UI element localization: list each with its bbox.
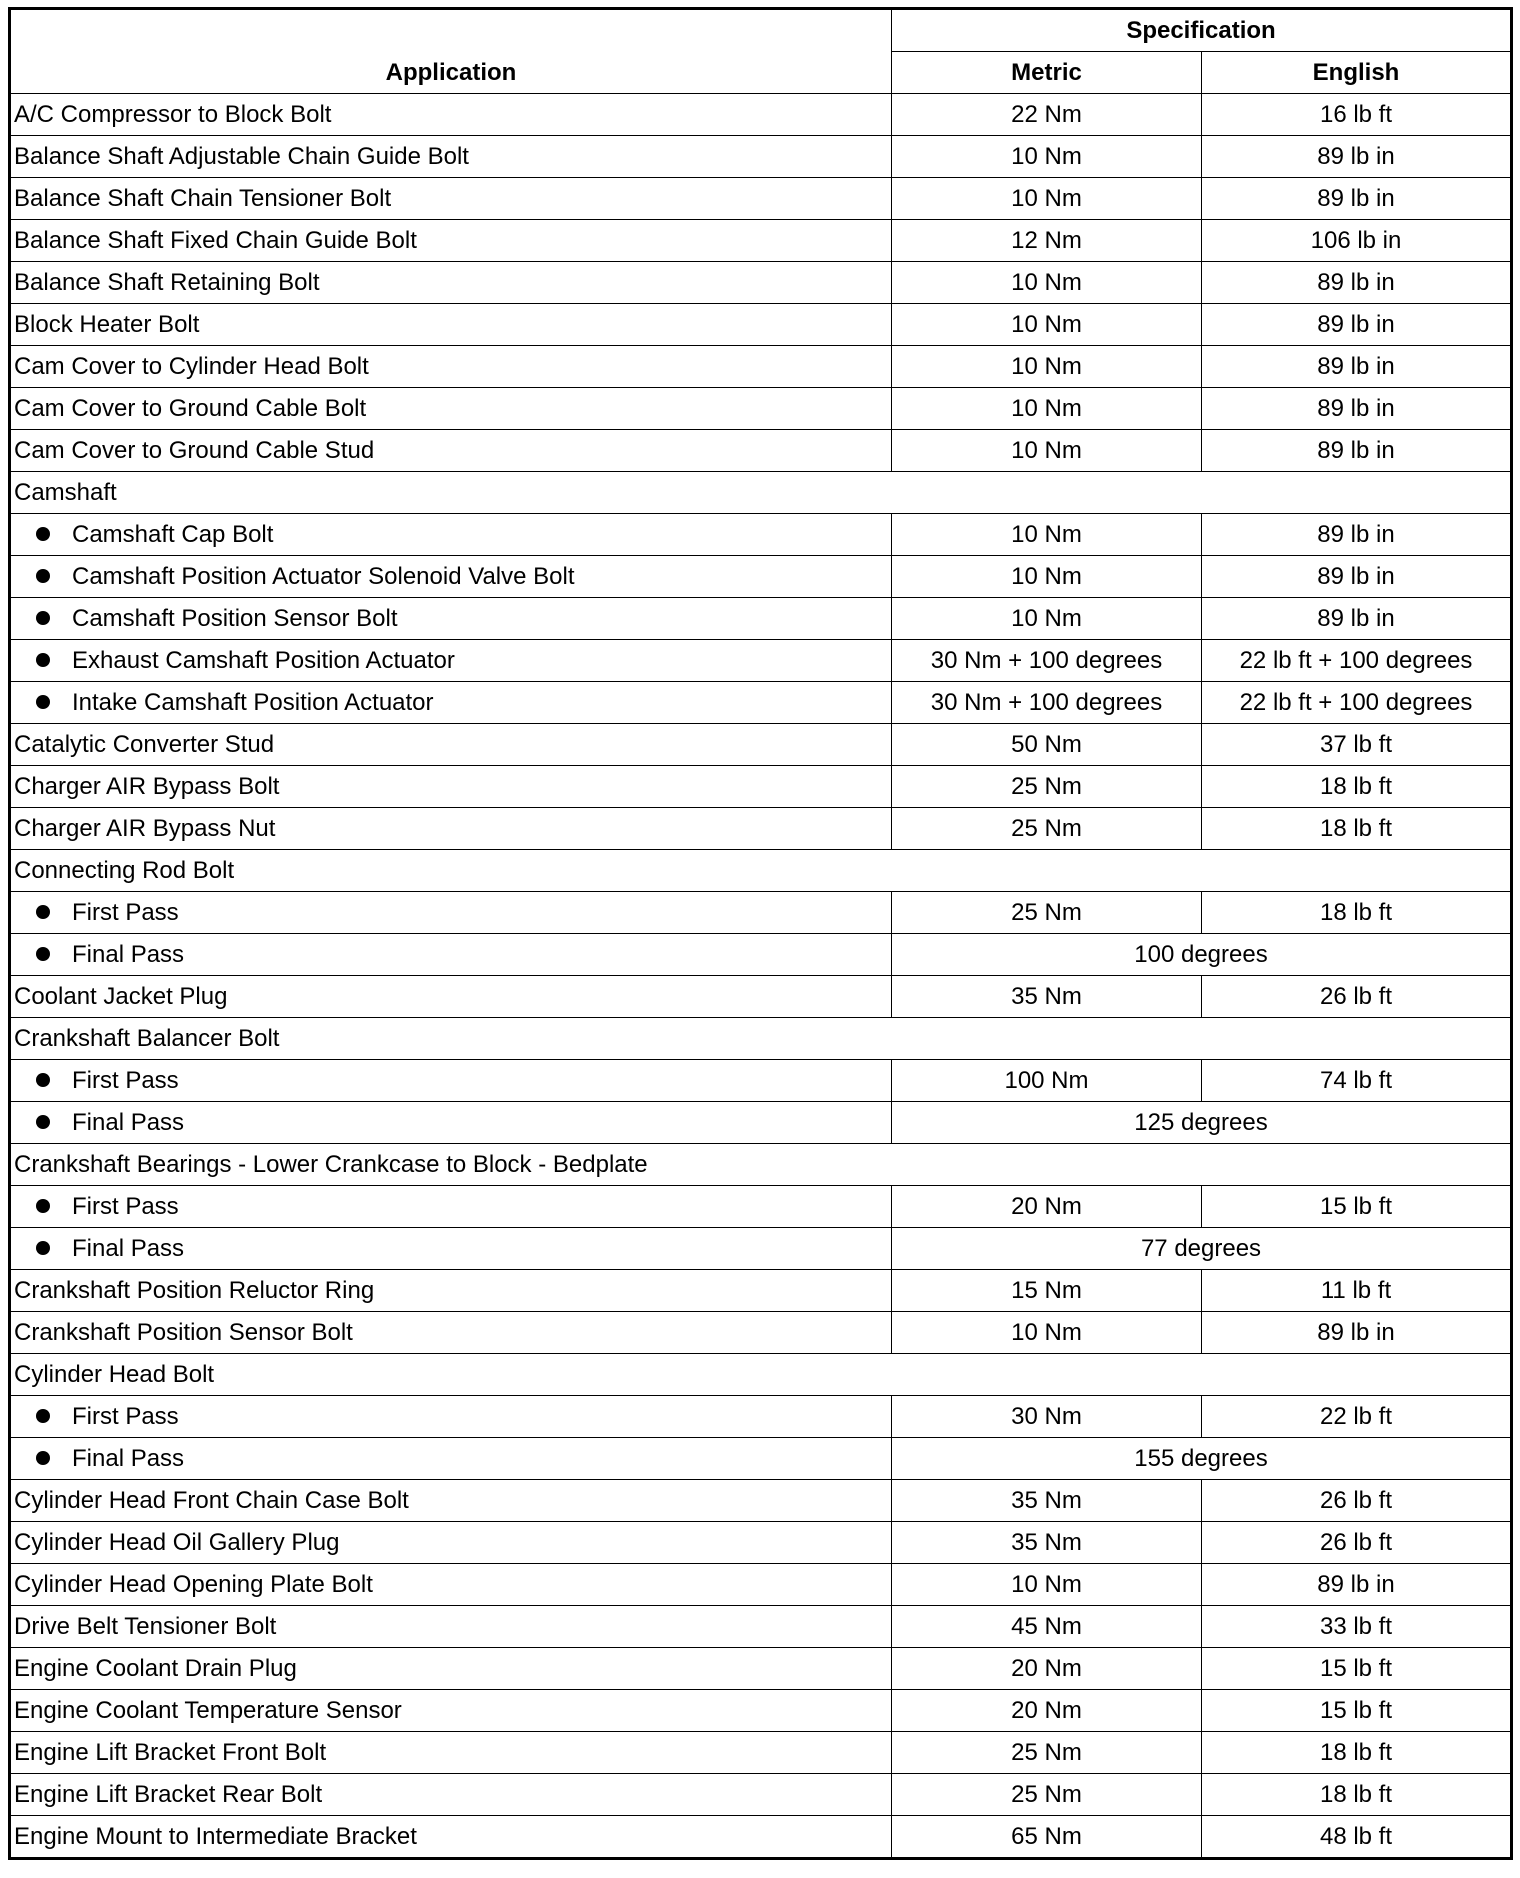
english-header: English [1202,52,1512,94]
bullet-icon [36,1199,50,1213]
table-row [10,892,1512,934]
metric-cell: 30 Nm [892,1396,1202,1438]
table-row [10,1354,1512,1396]
application-cell [10,1564,892,1606]
table-row [10,262,1512,304]
metric-cell: 22 Nm [892,94,1202,136]
bullet-icon [36,1115,50,1129]
english-cell: 22 lb ft + 100 degrees [1202,682,1512,724]
english-cell: 89 lb in [1202,388,1512,430]
group-heading-cell [10,1144,1512,1186]
angle-spec-cell: 155 degrees [892,1438,1512,1480]
english-cell: 89 lb in [1202,304,1512,346]
bullet-icon [36,905,50,919]
application-cell [10,1480,892,1522]
table-row [10,640,1512,682]
application-cell [10,556,892,598]
english-cell: 18 lb ft [1202,1732,1512,1774]
application-label: Drive Belt Tensioner Bolt [14,1613,277,1640]
angle-spec-cell: 100 degrees [892,934,1512,976]
metric-cell: 30 Nm + 100 degrees [892,682,1202,724]
metric-cell: 65 Nm [892,1816,1202,1859]
english-cell: 74 lb ft [1202,1060,1512,1102]
metric-cell: 20 Nm [892,1690,1202,1732]
table-row [10,1438,1512,1480]
english-cell: 33 lb ft [1202,1606,1512,1648]
metric-cell: 45 Nm [892,1606,1202,1648]
metric-cell: 100 Nm [892,1060,1202,1102]
metric-cell: 12 Nm [892,220,1202,262]
table-row [10,1480,1512,1522]
application-cell [10,430,892,472]
application-label: Camshaft Position Actuator Solenoid Valve Bolt [72,563,575,590]
application-cell [10,136,892,178]
application-label: Engine Coolant Drain Plug [14,1655,297,1682]
application-cell [10,220,892,262]
metric-cell: 10 Nm [892,598,1202,640]
application-label: Final Pass [72,941,185,968]
application-label: First Pass [72,1403,179,1430]
application-cell [10,1312,892,1354]
english-cell: 26 lb ft [1202,1522,1512,1564]
table-row [10,136,1512,178]
table-row [10,1018,1512,1060]
table-row [10,808,1512,850]
angle-spec-cell: 77 degrees [892,1228,1512,1270]
application-cell [10,808,892,850]
english-cell: 48 lb ft [1202,1816,1512,1859]
application-label: Cam Cover to Cylinder Head Bolt [14,353,369,380]
application-label: Catalytic Converter Stud [14,731,275,758]
english-cell: 89 lb in [1202,178,1512,220]
table-row [10,1144,1512,1186]
english-cell: 26 lb ft [1202,1480,1512,1522]
application-cell [10,1774,892,1816]
table-row [10,94,1512,136]
table-row [10,1228,1512,1270]
application-label: Intake Camshaft Position Actuator [72,689,434,716]
application-label: Cam Cover to Ground Cable Stud [14,437,375,464]
application-header: Application [10,9,892,94]
table-row [10,1396,1512,1438]
application-label: Charger AIR Bypass Nut [14,815,276,842]
table-row [10,1774,1512,1816]
group-heading-cell [10,472,1512,514]
table-row [10,514,1512,556]
metric-cell: 10 Nm [892,514,1202,556]
bullet-icon [36,1073,50,1087]
application-label: First Pass [72,1193,179,1220]
english-cell: 89 lb in [1202,1312,1512,1354]
application-cell [10,892,892,934]
english-cell: 89 lb in [1202,136,1512,178]
table-row [10,388,1512,430]
application-cell [10,1816,892,1859]
metric-cell: 15 Nm [892,1270,1202,1312]
angle-spec-cell: 125 degrees [892,1102,1512,1144]
application-label: Engine Lift Bracket Front Bolt [14,1739,327,1766]
group-heading-cell [10,850,1512,892]
metric-cell: 10 Nm [892,430,1202,472]
table-row [10,1690,1512,1732]
application-cell [10,1732,892,1774]
table-row [10,178,1512,220]
table-row [10,598,1512,640]
english-cell: 11 lb ft [1202,1270,1512,1312]
table-row [10,1102,1512,1144]
table-row [10,346,1512,388]
metric-cell: 10 Nm [892,1564,1202,1606]
group-heading-label: Crankshaft Balancer Bolt [14,1025,280,1052]
metric-cell: 10 Nm [892,178,1202,220]
application-label: Balance Shaft Chain Tensioner Bolt [14,185,392,212]
english-cell: 106 lb in [1202,220,1512,262]
table-row [10,430,1512,472]
application-cell [10,1270,892,1312]
application-label: Final Pass [72,1109,185,1136]
application-label: Cylinder Head Oil Gallery Plug [14,1529,340,1556]
metric-cell: 25 Nm [892,1774,1202,1816]
application-cell [10,724,892,766]
application-cell [10,1690,892,1732]
bullet-icon [36,611,50,625]
application-cell [10,682,892,724]
table-row [10,1648,1512,1690]
metric-cell: 25 Nm [892,892,1202,934]
application-label: Charger AIR Bypass Bolt [14,773,280,800]
application-label: Exhaust Camshaft Position Actuator [72,647,455,674]
application-cell [10,766,892,808]
metric-cell: 25 Nm [892,766,1202,808]
table-row [10,304,1512,346]
metric-cell: 50 Nm [892,724,1202,766]
english-cell: 89 lb in [1202,598,1512,640]
table-row [10,1522,1512,1564]
table-row [10,682,1512,724]
english-cell: 18 lb ft [1202,808,1512,850]
application-cell [10,1102,892,1144]
bullet-icon [36,527,50,541]
table-row [10,556,1512,598]
metric-cell: 35 Nm [892,1522,1202,1564]
application-label: A/C Compressor to Block Bolt [14,101,332,128]
group-heading-cell [10,1354,1512,1396]
application-label: Block Heater Bolt [14,311,200,338]
application-label: Engine Lift Bracket Rear Bolt [14,1781,323,1808]
application-cell [10,388,892,430]
table-row [10,1606,1512,1648]
application-cell [10,934,892,976]
application-cell [10,1228,892,1270]
application-cell [10,640,892,682]
table-row [10,976,1512,1018]
english-cell: 89 lb in [1202,346,1512,388]
application-label: Camshaft Cap Bolt [72,521,274,548]
application-cell [10,1648,892,1690]
table-row [10,850,1512,892]
english-cell: 18 lb ft [1202,1774,1512,1816]
application-label: Camshaft Position Sensor Bolt [72,605,398,632]
english-cell: 22 lb ft + 100 degrees [1202,640,1512,682]
bullet-icon [36,1451,50,1465]
application-label: Balance Shaft Adjustable Chain Guide Bolt [14,143,469,170]
group-heading-label: Cylinder Head Bolt [14,1361,215,1388]
metric-header: Metric [892,52,1202,94]
application-cell [10,178,892,220]
metric-cell: 10 Nm [892,262,1202,304]
group-heading-cell [10,1018,1512,1060]
table-row [10,220,1512,262]
english-cell: 15 lb ft [1202,1690,1512,1732]
torque-spec-table [8,7,1513,1860]
english-cell: 18 lb ft [1202,892,1512,934]
table-row [10,1732,1512,1774]
application-label: First Pass [72,1067,179,1094]
metric-cell: 35 Nm [892,1480,1202,1522]
metric-cell: 10 Nm [892,304,1202,346]
table-row [10,724,1512,766]
english-cell: 89 lb in [1202,262,1512,304]
application-cell [10,1606,892,1648]
english-cell: 15 lb ft [1202,1186,1512,1228]
application-label: Coolant Jacket Plug [14,983,228,1010]
metric-cell: 35 Nm [892,976,1202,1018]
application-cell [10,514,892,556]
header-row-top [10,9,1512,52]
metric-cell: 25 Nm [892,808,1202,850]
group-heading-label: Connecting Rod Bolt [14,857,235,884]
english-cell: 89 lb in [1202,514,1512,556]
application-label: Balance Shaft Fixed Chain Guide Bolt [14,227,417,254]
table-row [10,766,1512,808]
table-row [10,1564,1512,1606]
metric-cell: 10 Nm [892,136,1202,178]
application-cell [10,976,892,1018]
application-cell [10,94,892,136]
metric-cell: 25 Nm [892,1732,1202,1774]
application-label: Engine Mount to Intermediate Bracket [14,1823,417,1850]
metric-cell: 20 Nm [892,1186,1202,1228]
english-cell: 89 lb in [1202,430,1512,472]
application-cell [10,304,892,346]
application-label: Engine Coolant Temperature Sensor [14,1697,402,1724]
english-cell: 18 lb ft [1202,766,1512,808]
application-label: Crankshaft Position Sensor Bolt [14,1319,353,1346]
bullet-icon [36,569,50,583]
application-cell [10,346,892,388]
table-row [10,1270,1512,1312]
application-cell [10,1396,892,1438]
english-cell: 15 lb ft [1202,1648,1512,1690]
table-row [10,472,1512,514]
metric-cell: 10 Nm [892,388,1202,430]
english-cell: 89 lb in [1202,556,1512,598]
table-row [10,1312,1512,1354]
application-cell [10,262,892,304]
table-body [10,94,1512,1859]
specification-header: Specification [892,9,1512,52]
application-label: Final Pass [72,1235,185,1262]
application-label: Cylinder Head Front Chain Case Bolt [14,1487,409,1514]
table-row [10,934,1512,976]
table-row [10,1060,1512,1102]
application-cell [10,1060,892,1102]
english-cell: 26 lb ft [1202,976,1512,1018]
english-cell: 37 lb ft [1202,724,1512,766]
bullet-icon [36,1409,50,1423]
application-cell [10,1186,892,1228]
bullet-icon [36,653,50,667]
bullet-icon [36,1241,50,1255]
group-heading-label: Camshaft [14,479,117,506]
english-cell: 89 lb in [1202,1564,1512,1606]
application-label: First Pass [72,899,179,926]
metric-cell: 30 Nm + 100 degrees [892,640,1202,682]
application-cell [10,1522,892,1564]
english-cell: 22 lb ft [1202,1396,1512,1438]
application-label: Cylinder Head Opening Plate Bolt [14,1571,373,1598]
application-label: Cam Cover to Ground Cable Bolt [14,395,367,422]
english-cell: 16 lb ft [1202,94,1512,136]
metric-cell: 10 Nm [892,346,1202,388]
bullet-icon [36,947,50,961]
metric-cell: 20 Nm [892,1648,1202,1690]
application-label: Crankshaft Position Reluctor Ring [14,1277,375,1304]
table-row [10,1816,1512,1859]
bullet-icon [36,695,50,709]
application-cell [10,598,892,640]
application-cell [10,1438,892,1480]
application-label: Balance Shaft Retaining Bolt [14,269,320,296]
table-row [10,1186,1512,1228]
metric-cell: 10 Nm [892,556,1202,598]
application-label: Final Pass [72,1445,185,1472]
metric-cell: 10 Nm [892,1312,1202,1354]
group-heading-label: Crankshaft Bearings - Lower Crankcase to Block - Bedplate [14,1151,648,1178]
